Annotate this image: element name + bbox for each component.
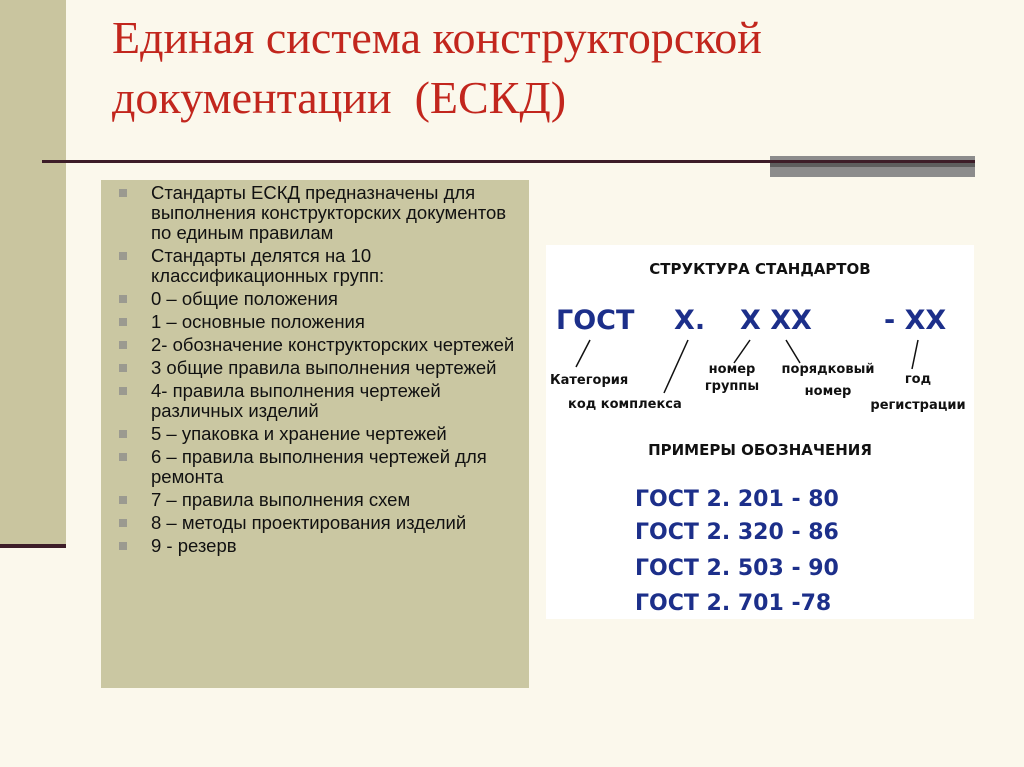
title-line-2: документации (ЕСКД): [112, 72, 567, 123]
bullet-marker: [119, 519, 127, 527]
bullet-marker: [119, 252, 127, 260]
bullet-marker: [119, 364, 127, 372]
example-4: ГОСТ 2. 701 -78: [635, 591, 832, 616]
label-group-2: группы: [704, 379, 760, 394]
bullet-list: [101, 180, 529, 688]
bullet-marker: [119, 295, 127, 303]
bullet-marker: [119, 496, 127, 504]
list-item: 0 – общие положения: [109, 289, 523, 309]
bullet-marker: [119, 430, 127, 438]
left-decor-rule: [0, 544, 66, 548]
label-complex: код комплекса: [568, 397, 682, 412]
part-complex: Х.: [674, 305, 706, 336]
label-group-1: номер: [708, 362, 756, 377]
list-item: Стандарты делятся на 10 классификационных групп:: [109, 246, 523, 286]
list-item: 9 - резерв: [109, 536, 523, 556]
title-line-1: Единая система конструкторской: [112, 12, 762, 63]
bullet-marker: [119, 387, 127, 395]
list-item: Стандарты ЕСКД предназначены для выполнения конструкторских документов по единым правилам: [109, 183, 523, 243]
list-item: 2- обозначение конструкторских чертежей: [109, 335, 523, 355]
bullet-marker: [119, 453, 127, 461]
bullet-marker: [119, 318, 127, 326]
list-item: 7 – правила выполнения схем: [109, 490, 523, 510]
example-1: ГОСТ 2. 201 - 80: [635, 487, 839, 512]
title-rule: [42, 160, 975, 163]
part-year: - ХХ: [884, 305, 947, 336]
structure-diagram: [546, 245, 974, 619]
bullet-marker: [119, 542, 127, 550]
part-gost: ГОСТ: [556, 305, 635, 336]
structure-heading: СТРУКТУРА СТАНДАРТОВ: [649, 260, 871, 278]
example-3: ГОСТ 2. 503 - 90: [635, 556, 839, 581]
bullet-marker: [119, 189, 127, 197]
label-serial-2: номер: [804, 384, 852, 399]
standards-structure-panel: [546, 245, 974, 619]
label-year-2: регистрации: [870, 398, 966, 413]
examples-heading: ПРИМЕРЫ ОБОЗНАЧЕНИЯ: [648, 441, 872, 459]
label-year-1: год: [904, 372, 932, 387]
label-serial-1: порядковый: [781, 362, 875, 377]
list-item: 6 – правила выполнения чертежей для ремонта: [109, 447, 523, 487]
label-category: Категория: [550, 373, 629, 388]
bullet-marker: [119, 341, 127, 349]
slide-title: [112, 8, 972, 128]
title-rule-accent-dark: [770, 163, 975, 167]
list-item: 5 – упаковка и хранение чертежей: [109, 424, 523, 444]
list-item: 4- правила выполнения чертежей различных изделий: [109, 381, 523, 421]
part-group-serial: Х ХХ: [740, 305, 812, 336]
list-item: 1 – основные положения: [109, 312, 523, 332]
example-2: ГОСТ 2. 320 - 86: [635, 520, 839, 545]
list-item: 8 – методы проектирования изделий: [109, 513, 523, 533]
left-decor-band: [0, 0, 66, 548]
list-item: 3 общие правила выполнения чертежей: [109, 358, 523, 378]
